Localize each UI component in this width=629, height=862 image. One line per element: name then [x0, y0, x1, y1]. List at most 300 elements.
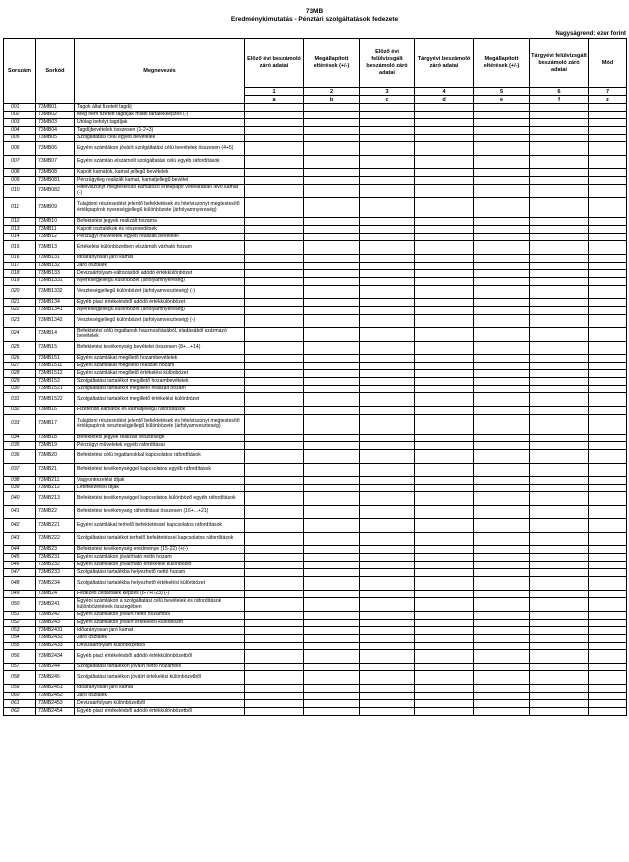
value-cell-1[interactable]: [245, 198, 304, 218]
value-cell-4[interactable]: [415, 218, 474, 226]
value-cell-3[interactable]: [360, 692, 415, 700]
value-cell-6[interactable]: [530, 684, 589, 692]
value-cell-3[interactable]: [360, 484, 415, 492]
value-cell-5[interactable]: [474, 692, 530, 700]
value-cell-2[interactable]: [304, 233, 360, 241]
value-cell-5[interactable]: [474, 142, 530, 156]
value-cell-4[interactable]: [415, 314, 474, 328]
value-cell-5[interactable]: [474, 184, 530, 198]
value-cell-7[interactable]: [589, 226, 627, 234]
value-cell-3[interactable]: [360, 598, 415, 612]
value-cell-1[interactable]: [245, 218, 304, 226]
value-cell-3[interactable]: [360, 561, 415, 569]
value-cell-7[interactable]: [589, 241, 627, 255]
value-cell-1[interactable]: [245, 492, 304, 506]
value-cell-7[interactable]: [589, 270, 627, 278]
value-cell-5[interactable]: [474, 226, 530, 234]
value-cell-2[interactable]: [304, 177, 360, 185]
value-cell-6[interactable]: [530, 619, 589, 627]
value-cell-3[interactable]: [360, 177, 415, 185]
value-cell-3[interactable]: [360, 142, 415, 156]
value-cell-1[interactable]: [245, 254, 304, 262]
value-cell-1[interactable]: [245, 569, 304, 577]
value-cell-7[interactable]: [589, 218, 627, 226]
value-cell-5[interactable]: [474, 241, 530, 255]
value-cell-4[interactable]: [415, 519, 474, 533]
value-cell-3[interactable]: [360, 450, 415, 464]
value-cell-2[interactable]: [304, 569, 360, 577]
value-cell-6[interactable]: [530, 254, 589, 262]
value-cell-5[interactable]: [474, 650, 530, 664]
value-cell-1[interactable]: [245, 708, 304, 716]
value-cell-5[interactable]: [474, 277, 530, 285]
value-cell-6[interactable]: [530, 341, 589, 355]
value-cell-2[interactable]: [304, 598, 360, 612]
value-cell-6[interactable]: [530, 569, 589, 577]
value-cell-5[interactable]: [474, 393, 530, 407]
value-cell-4[interactable]: [415, 254, 474, 262]
value-cell-2[interactable]: [304, 119, 360, 127]
value-cell-1[interactable]: [245, 611, 304, 619]
value-cell-7[interactable]: [589, 532, 627, 546]
value-cell-5[interactable]: [474, 619, 530, 627]
value-cell-5[interactable]: [474, 561, 530, 569]
value-cell-5[interactable]: [474, 262, 530, 270]
value-cell-1[interactable]: [245, 226, 304, 234]
value-cell-2[interactable]: [304, 385, 360, 393]
value-cell-5[interactable]: [474, 306, 530, 314]
value-cell-1[interactable]: [245, 414, 304, 434]
value-cell-3[interactable]: [360, 554, 415, 562]
value-cell-2[interactable]: [304, 341, 360, 355]
value-cell-7[interactable]: [589, 127, 627, 135]
value-cell-1[interactable]: [245, 554, 304, 562]
value-cell-2[interactable]: [304, 184, 360, 198]
value-cell-2[interactable]: [304, 285, 360, 299]
value-cell-6[interactable]: [530, 590, 589, 598]
value-cell-5[interactable]: [474, 341, 530, 355]
value-cell-5[interactable]: [474, 684, 530, 692]
value-cell-4[interactable]: [415, 155, 474, 169]
value-cell-1[interactable]: [245, 692, 304, 700]
value-cell-7[interactable]: [589, 650, 627, 664]
value-cell-7[interactable]: [589, 198, 627, 218]
value-cell-2[interactable]: [304, 492, 360, 506]
value-cell-4[interactable]: [415, 226, 474, 234]
value-cell-2[interactable]: [304, 627, 360, 635]
value-cell-6[interactable]: [530, 155, 589, 169]
value-cell-7[interactable]: [589, 463, 627, 477]
value-cell-4[interactable]: [415, 627, 474, 635]
value-cell-6[interactable]: [530, 169, 589, 177]
value-cell-3[interactable]: [360, 127, 415, 135]
value-cell-4[interactable]: [415, 285, 474, 299]
value-cell-6[interactable]: [530, 577, 589, 591]
value-cell-1[interactable]: [245, 142, 304, 156]
value-cell-1[interactable]: [245, 393, 304, 407]
value-cell-7[interactable]: [589, 434, 627, 442]
value-cell-3[interactable]: [360, 155, 415, 169]
value-cell-6[interactable]: [530, 505, 589, 519]
value-cell-6[interactable]: [530, 663, 589, 671]
value-cell-5[interactable]: [474, 328, 530, 342]
value-cell-2[interactable]: [304, 406, 360, 414]
value-cell-2[interactable]: [304, 393, 360, 407]
value-cell-2[interactable]: [304, 328, 360, 342]
value-cell-4[interactable]: [415, 328, 474, 342]
value-cell-2[interactable]: [304, 663, 360, 671]
value-cell-2[interactable]: [304, 414, 360, 434]
value-cell-1[interactable]: [245, 663, 304, 671]
value-cell-6[interactable]: [530, 184, 589, 198]
value-cell-2[interactable]: [304, 262, 360, 270]
value-cell-5[interactable]: [474, 270, 530, 278]
value-cell-4[interactable]: [415, 111, 474, 119]
value-cell-1[interactable]: [245, 546, 304, 554]
value-cell-3[interactable]: [360, 519, 415, 533]
value-cell-7[interactable]: [589, 385, 627, 393]
value-cell-7[interactable]: [589, 370, 627, 378]
value-cell-2[interactable]: [304, 378, 360, 386]
value-cell-6[interactable]: [530, 218, 589, 226]
value-cell-4[interactable]: [415, 477, 474, 485]
value-cell-3[interactable]: [360, 463, 415, 477]
value-cell-3[interactable]: [360, 708, 415, 716]
value-cell-3[interactable]: [360, 378, 415, 386]
value-cell-2[interactable]: [304, 198, 360, 218]
value-cell-6[interactable]: [530, 634, 589, 642]
value-cell-6[interactable]: [530, 198, 589, 218]
value-cell-1[interactable]: [245, 104, 304, 112]
value-cell-4[interactable]: [415, 378, 474, 386]
value-cell-7[interactable]: [589, 393, 627, 407]
value-cell-5[interactable]: [474, 378, 530, 386]
value-cell-1[interactable]: [245, 634, 304, 642]
value-cell-2[interactable]: [304, 477, 360, 485]
value-cell-3[interactable]: [360, 492, 415, 506]
value-cell-2[interactable]: [304, 306, 360, 314]
value-cell-3[interactable]: [360, 328, 415, 342]
value-cell-6[interactable]: [530, 299, 589, 307]
value-cell-1[interactable]: [245, 477, 304, 485]
value-cell-1[interactable]: [245, 277, 304, 285]
value-cell-5[interactable]: [474, 434, 530, 442]
value-cell-1[interactable]: [245, 627, 304, 635]
value-cell-3[interactable]: [360, 393, 415, 407]
value-cell-5[interactable]: [474, 355, 530, 363]
value-cell-5[interactable]: [474, 370, 530, 378]
value-cell-7[interactable]: [589, 627, 627, 635]
value-cell-6[interactable]: [530, 262, 589, 270]
value-cell-4[interactable]: [415, 355, 474, 363]
value-cell-5[interactable]: [474, 546, 530, 554]
value-cell-3[interactable]: [360, 254, 415, 262]
value-cell-5[interactable]: [474, 634, 530, 642]
value-cell-4[interactable]: [415, 104, 474, 112]
value-cell-4[interactable]: [415, 370, 474, 378]
value-cell-5[interactable]: [474, 708, 530, 716]
value-cell-4[interactable]: [415, 663, 474, 671]
value-cell-3[interactable]: [360, 442, 415, 450]
value-cell-1[interactable]: [245, 306, 304, 314]
value-cell-3[interactable]: [360, 532, 415, 546]
value-cell-4[interactable]: [415, 532, 474, 546]
value-cell-3[interactable]: [360, 434, 415, 442]
value-cell-7[interactable]: [589, 484, 627, 492]
value-cell-3[interactable]: [360, 642, 415, 650]
value-cell-3[interactable]: [360, 226, 415, 234]
value-cell-7[interactable]: [589, 442, 627, 450]
value-cell-5[interactable]: [474, 477, 530, 485]
value-cell-3[interactable]: [360, 355, 415, 363]
value-cell-2[interactable]: [304, 577, 360, 591]
value-cell-1[interactable]: [245, 134, 304, 142]
value-cell-2[interactable]: [304, 434, 360, 442]
value-cell-2[interactable]: [304, 277, 360, 285]
value-cell-1[interactable]: [245, 532, 304, 546]
value-cell-6[interactable]: [530, 285, 589, 299]
value-cell-4[interactable]: [415, 142, 474, 156]
value-cell-7[interactable]: [589, 177, 627, 185]
value-cell-6[interactable]: [530, 414, 589, 434]
value-cell-4[interactable]: [415, 505, 474, 519]
value-cell-4[interactable]: [415, 442, 474, 450]
value-cell-4[interactable]: [415, 546, 474, 554]
value-cell-3[interactable]: [360, 169, 415, 177]
value-cell-3[interactable]: [360, 577, 415, 591]
value-cell-7[interactable]: [589, 277, 627, 285]
value-cell-3[interactable]: [360, 611, 415, 619]
value-cell-3[interactable]: [360, 590, 415, 598]
value-cell-2[interactable]: [304, 450, 360, 464]
value-cell-2[interactable]: [304, 134, 360, 142]
value-cell-3[interactable]: [360, 362, 415, 370]
value-cell-7[interactable]: [589, 142, 627, 156]
value-cell-4[interactable]: [415, 270, 474, 278]
value-cell-2[interactable]: [304, 370, 360, 378]
value-cell-4[interactable]: [415, 708, 474, 716]
value-cell-6[interactable]: [530, 463, 589, 477]
value-cell-5[interactable]: [474, 577, 530, 591]
value-cell-5[interactable]: [474, 463, 530, 477]
value-cell-2[interactable]: [304, 505, 360, 519]
value-cell-1[interactable]: [245, 434, 304, 442]
value-cell-1[interactable]: [245, 406, 304, 414]
value-cell-6[interactable]: [530, 314, 589, 328]
value-cell-2[interactable]: [304, 218, 360, 226]
value-cell-5[interactable]: [474, 442, 530, 450]
value-cell-7[interactable]: [589, 634, 627, 642]
value-cell-5[interactable]: [474, 155, 530, 169]
value-cell-3[interactable]: [360, 385, 415, 393]
value-cell-6[interactable]: [530, 546, 589, 554]
value-cell-1[interactable]: [245, 270, 304, 278]
value-cell-6[interactable]: [530, 127, 589, 135]
value-cell-3[interactable]: [360, 650, 415, 664]
value-cell-3[interactable]: [360, 634, 415, 642]
value-cell-4[interactable]: [415, 341, 474, 355]
value-cell-2[interactable]: [304, 708, 360, 716]
value-cell-3[interactable]: [360, 241, 415, 255]
value-cell-4[interactable]: [415, 642, 474, 650]
value-cell-7[interactable]: [589, 554, 627, 562]
value-cell-4[interactable]: [415, 277, 474, 285]
value-cell-2[interactable]: [304, 362, 360, 370]
value-cell-6[interactable]: [530, 306, 589, 314]
value-cell-1[interactable]: [245, 127, 304, 135]
value-cell-1[interactable]: [245, 519, 304, 533]
value-cell-4[interactable]: [415, 611, 474, 619]
value-cell-7[interactable]: [589, 314, 627, 328]
value-cell-7[interactable]: [589, 692, 627, 700]
value-cell-4[interactable]: [415, 299, 474, 307]
value-cell-2[interactable]: [304, 254, 360, 262]
value-cell-2[interactable]: [304, 590, 360, 598]
value-cell-1[interactable]: [245, 505, 304, 519]
value-cell-2[interactable]: [304, 142, 360, 156]
value-cell-2[interactable]: [304, 314, 360, 328]
value-cell-5[interactable]: [474, 554, 530, 562]
value-cell-4[interactable]: [415, 561, 474, 569]
value-cell-3[interactable]: [360, 700, 415, 708]
value-cell-2[interactable]: [304, 484, 360, 492]
value-cell-6[interactable]: [530, 355, 589, 363]
value-cell-4[interactable]: [415, 569, 474, 577]
value-cell-2[interactable]: [304, 355, 360, 363]
value-cell-4[interactable]: [415, 306, 474, 314]
value-cell-3[interactable]: [360, 104, 415, 112]
value-cell-3[interactable]: [360, 111, 415, 119]
value-cell-2[interactable]: [304, 111, 360, 119]
value-cell-3[interactable]: [360, 134, 415, 142]
value-cell-5[interactable]: [474, 505, 530, 519]
value-cell-4[interactable]: [415, 619, 474, 627]
value-cell-1[interactable]: [245, 684, 304, 692]
value-cell-1[interactable]: [245, 619, 304, 627]
value-cell-1[interactable]: [245, 111, 304, 119]
value-cell-3[interactable]: [360, 477, 415, 485]
value-cell-2[interactable]: [304, 671, 360, 685]
value-cell-6[interactable]: [530, 477, 589, 485]
value-cell-2[interactable]: [304, 463, 360, 477]
value-cell-7[interactable]: [589, 598, 627, 612]
value-cell-3[interactable]: [360, 684, 415, 692]
value-cell-6[interactable]: [530, 554, 589, 562]
value-cell-2[interactable]: [304, 554, 360, 562]
value-cell-4[interactable]: [415, 492, 474, 506]
value-cell-2[interactable]: [304, 532, 360, 546]
value-cell-7[interactable]: [589, 663, 627, 671]
value-cell-3[interactable]: [360, 184, 415, 198]
value-cell-2[interactable]: [304, 619, 360, 627]
value-cell-5[interactable]: [474, 406, 530, 414]
value-cell-2[interactable]: [304, 241, 360, 255]
value-cell-7[interactable]: [589, 684, 627, 692]
value-cell-6[interactable]: [530, 328, 589, 342]
value-cell-4[interactable]: [415, 414, 474, 434]
value-cell-6[interactable]: [530, 700, 589, 708]
value-cell-1[interactable]: [245, 700, 304, 708]
value-cell-5[interactable]: [474, 111, 530, 119]
value-cell-1[interactable]: [245, 378, 304, 386]
value-cell-2[interactable]: [304, 642, 360, 650]
value-cell-4[interactable]: [415, 134, 474, 142]
value-cell-7[interactable]: [589, 328, 627, 342]
value-cell-7[interactable]: [589, 262, 627, 270]
value-cell-6[interactable]: [530, 241, 589, 255]
value-cell-6[interactable]: [530, 642, 589, 650]
value-cell-7[interactable]: [589, 492, 627, 506]
value-cell-5[interactable]: [474, 484, 530, 492]
value-cell-2[interactable]: [304, 104, 360, 112]
value-cell-7[interactable]: [589, 111, 627, 119]
value-cell-6[interactable]: [530, 627, 589, 635]
value-cell-6[interactable]: [530, 142, 589, 156]
value-cell-7[interactable]: [589, 619, 627, 627]
value-cell-6[interactable]: [530, 484, 589, 492]
value-cell-6[interactable]: [530, 385, 589, 393]
value-cell-4[interactable]: [415, 634, 474, 642]
value-cell-6[interactable]: [530, 177, 589, 185]
value-cell-6[interactable]: [530, 111, 589, 119]
value-cell-7[interactable]: [589, 569, 627, 577]
value-cell-7[interactable]: [589, 104, 627, 112]
value-cell-2[interactable]: [304, 169, 360, 177]
value-cell-6[interactable]: [530, 270, 589, 278]
value-cell-6[interactable]: [530, 650, 589, 664]
value-cell-4[interactable]: [415, 406, 474, 414]
value-cell-4[interactable]: [415, 463, 474, 477]
value-cell-3[interactable]: [360, 299, 415, 307]
value-cell-5[interactable]: [474, 450, 530, 464]
value-cell-2[interactable]: [304, 519, 360, 533]
value-cell-4[interactable]: [415, 393, 474, 407]
value-cell-7[interactable]: [589, 254, 627, 262]
value-cell-3[interactable]: [360, 218, 415, 226]
value-cell-5[interactable]: [474, 671, 530, 685]
value-cell-3[interactable]: [360, 414, 415, 434]
value-cell-4[interactable]: [415, 692, 474, 700]
value-cell-2[interactable]: [304, 299, 360, 307]
value-cell-2[interactable]: [304, 650, 360, 664]
value-cell-3[interactable]: [360, 406, 415, 414]
value-cell-5[interactable]: [474, 385, 530, 393]
value-cell-1[interactable]: [245, 341, 304, 355]
value-cell-7[interactable]: [589, 155, 627, 169]
value-cell-3[interactable]: [360, 198, 415, 218]
value-cell-4[interactable]: [415, 554, 474, 562]
value-cell-6[interactable]: [530, 450, 589, 464]
value-cell-3[interactable]: [360, 370, 415, 378]
value-cell-6[interactable]: [530, 598, 589, 612]
value-cell-5[interactable]: [474, 519, 530, 533]
value-cell-7[interactable]: [589, 233, 627, 241]
value-cell-4[interactable]: [415, 198, 474, 218]
value-cell-6[interactable]: [530, 393, 589, 407]
value-cell-6[interactable]: [530, 692, 589, 700]
value-cell-4[interactable]: [415, 577, 474, 591]
value-cell-1[interactable]: [245, 177, 304, 185]
value-cell-4[interactable]: [415, 434, 474, 442]
value-cell-4[interactable]: [415, 169, 474, 177]
value-cell-7[interactable]: [589, 119, 627, 127]
value-cell-2[interactable]: [304, 634, 360, 642]
value-cell-2[interactable]: [304, 442, 360, 450]
value-cell-6[interactable]: [530, 277, 589, 285]
value-cell-1[interactable]: [245, 155, 304, 169]
value-cell-5[interactable]: [474, 254, 530, 262]
value-cell-5[interactable]: [474, 492, 530, 506]
